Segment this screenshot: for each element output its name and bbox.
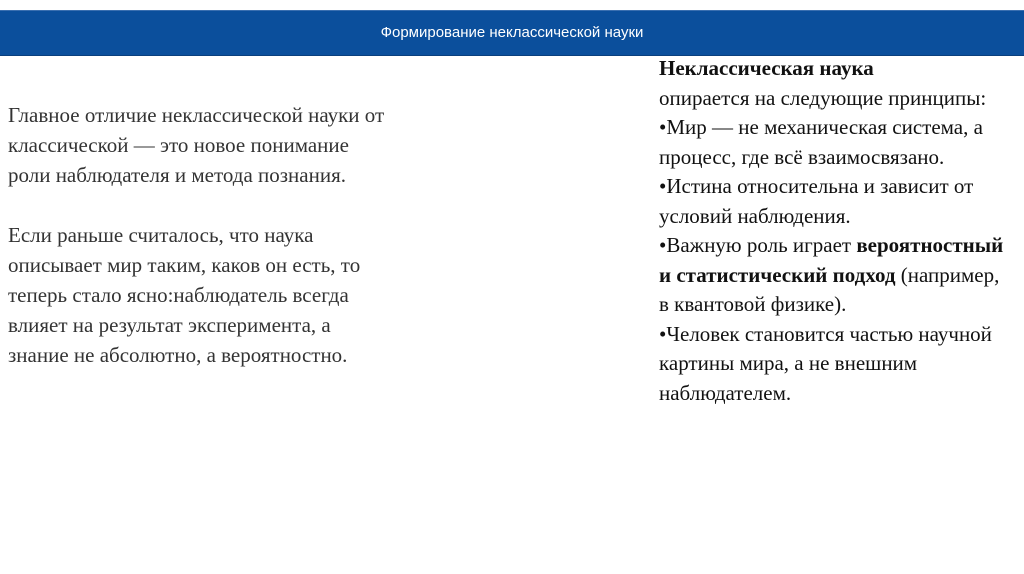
principle-item-3-tail: (например, в квантовой физике). — [659, 262, 1000, 316]
left-text-column — [8, 100, 388, 370]
principle-item-2: •Истина относительна и зависит от условий наблюдения. — [659, 174, 974, 228]
principles-intro-text: опирается на следующие принципы: — [659, 85, 987, 110]
principle-item-3-lead: •Важную роль играет — [659, 233, 852, 257]
principle-item-1: •Мир — не механическая система, а процесс, где всё взаимосвязано. — [659, 115, 983, 169]
principle-item-4: •Человек становится частью научной картины мира, а не внешним наблюдателем. — [659, 321, 992, 405]
left-paragraph-2: Если раньше считалось, что наука описывает мир таким, каков он есть, то теперь стало ясно:наблюдатель всегда влияет на результат эксперимента, а знание не абсолютно, а вероятностно. — [8, 223, 361, 367]
principles-intro — [659, 54, 1009, 84]
header-bar — [0, 10, 1024, 56]
principle-item-3 — [659, 231, 1009, 320]
left-paragraph-1: Главное отличие неклассической науки от классической — это новое понимание роли наблюдателя и метода познания. — [8, 103, 385, 187]
principle-item-3-emphasis: вероятностный и статистический подход — [659, 233, 1004, 287]
principles-heading: Неклассическая наука — [659, 56, 874, 80]
slide-title: Формирование неклассической науки — [380, 24, 644, 41]
right-text-column — [659, 54, 1009, 408]
